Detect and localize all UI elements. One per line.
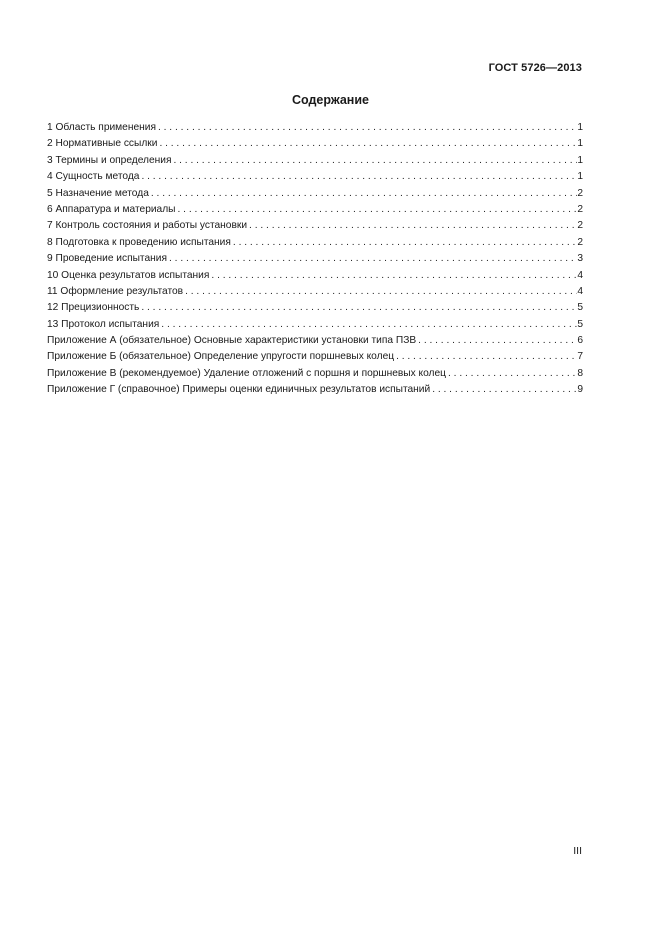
toc-entry-page: 2	[577, 187, 583, 199]
toc-entry-appendix-b[interactable]	[47, 349, 583, 365]
toc-dot-leader	[139, 300, 577, 316]
toc-entry-appendix-v[interactable]	[47, 366, 583, 382]
toc-entry-page: 5	[577, 302, 583, 314]
document-code: ГОСТ 5726—2013	[488, 62, 582, 74]
toc-entry-4[interactable]	[47, 169, 583, 185]
toc-entry-1[interactable]	[47, 120, 583, 136]
toc-dot-leader	[157, 136, 577, 152]
toc-dot-leader	[183, 284, 577, 300]
toc-entry-2[interactable]	[47, 136, 583, 152]
toc-entry-label: 3 Термины и определения	[47, 154, 172, 166]
toc-entry-7[interactable]	[47, 218, 583, 234]
toc-entry-page: 1	[577, 122, 583, 133]
toc-entry-13[interactable]	[47, 317, 583, 333]
toc-title: Содержание	[291, 93, 369, 107]
toc-entry-label: 13 Протокол испытания	[47, 318, 160, 330]
toc-entry-label: Приложение Г (справочное) Примеры оценки единичных результатов испытаний	[47, 384, 431, 396]
toc-entry-9[interactable]	[47, 251, 583, 267]
toc-entry-label: 12 Прецизионность	[47, 302, 140, 314]
toc-entry-label: 6 Аппаратура и материалы	[47, 203, 176, 215]
toc-entry-10[interactable]	[47, 268, 583, 284]
toc-entry-label: 5 Назначение метода	[47, 187, 149, 199]
toc-dot-leader	[149, 186, 577, 202]
toc-dot-leader	[394, 349, 577, 365]
toc-entry-label: 1 Область применения	[47, 122, 156, 133]
toc-entry-page: 2	[577, 236, 583, 248]
toc-dot-leader	[176, 202, 578, 218]
toc-entry-6[interactable]	[47, 202, 583, 218]
toc-entry-label: 8 Подготовка к проведению испытания	[47, 236, 231, 248]
toc-dot-leader	[167, 251, 577, 267]
toc-entry-label: Приложение Б (обязательное) Определение упругости поршневых колец	[47, 351, 395, 363]
toc-entry-label: 10 Оценка результатов испытания	[47, 269, 210, 281]
toc-entry-11[interactable]	[47, 284, 583, 300]
toc-entry-label: 11 Оформление результатов	[47, 285, 184, 297]
toc-dot-leader	[416, 333, 577, 349]
toc-dot-leader	[156, 120, 577, 136]
toc-dot-leader	[446, 366, 577, 382]
toc-entry-page: 2	[577, 203, 583, 215]
toc-dot-leader	[139, 169, 577, 185]
table-of-contents	[47, 120, 583, 399]
toc-entry-label: Приложение А (обязательное) Основные характеристики установки типа ПЗВ	[47, 335, 417, 347]
toc-entry-page: 4	[577, 269, 583, 281]
toc-entry-page: 1	[577, 138, 583, 150]
toc-dot-leader	[430, 382, 577, 398]
toc-dot-leader	[171, 153, 577, 169]
toc-entry-label: Приложение В (рекомендуемое) Удаление отложений с поршня и поршневых колец	[47, 367, 447, 379]
toc-entry-page: 5	[577, 318, 583, 330]
toc-entry-8[interactable]	[47, 235, 583, 251]
toc-entry-page: 8	[577, 367, 583, 379]
toc-entry-label: 4 Сущность метода	[47, 171, 140, 183]
toc-dot-leader	[159, 317, 577, 333]
toc-entry-12[interactable]	[47, 300, 583, 316]
toc-dot-leader	[231, 235, 577, 251]
toc-entry-page: 9	[577, 384, 583, 396]
toc-entry-appendix-a[interactable]	[47, 333, 583, 349]
toc-entry-page: 3	[577, 253, 583, 265]
toc-entry-5[interactable]	[47, 186, 583, 202]
toc-entry-3[interactable]	[47, 153, 583, 169]
toc-entry-appendix-g[interactable]	[47, 382, 583, 398]
toc-entry-label: 9 Проведение испытания	[47, 253, 167, 265]
toc-entry-page: 7	[577, 351, 583, 363]
toc-entry-label: 2 Нормативные ссылки	[47, 138, 158, 150]
toc-dot-leader	[209, 268, 577, 284]
toc-entry-page: 1	[577, 171, 583, 183]
toc-entry-page: 1	[577, 154, 583, 166]
toc-entry-label: 7 Контроль состояния и работы установки	[47, 220, 248, 232]
toc-entry-page: 6	[577, 335, 583, 347]
toc-dot-leader	[247, 218, 577, 234]
toc-entry-page: 2	[577, 220, 583, 232]
toc-entry-page: 4	[577, 285, 583, 297]
page-number: III	[573, 845, 582, 857]
